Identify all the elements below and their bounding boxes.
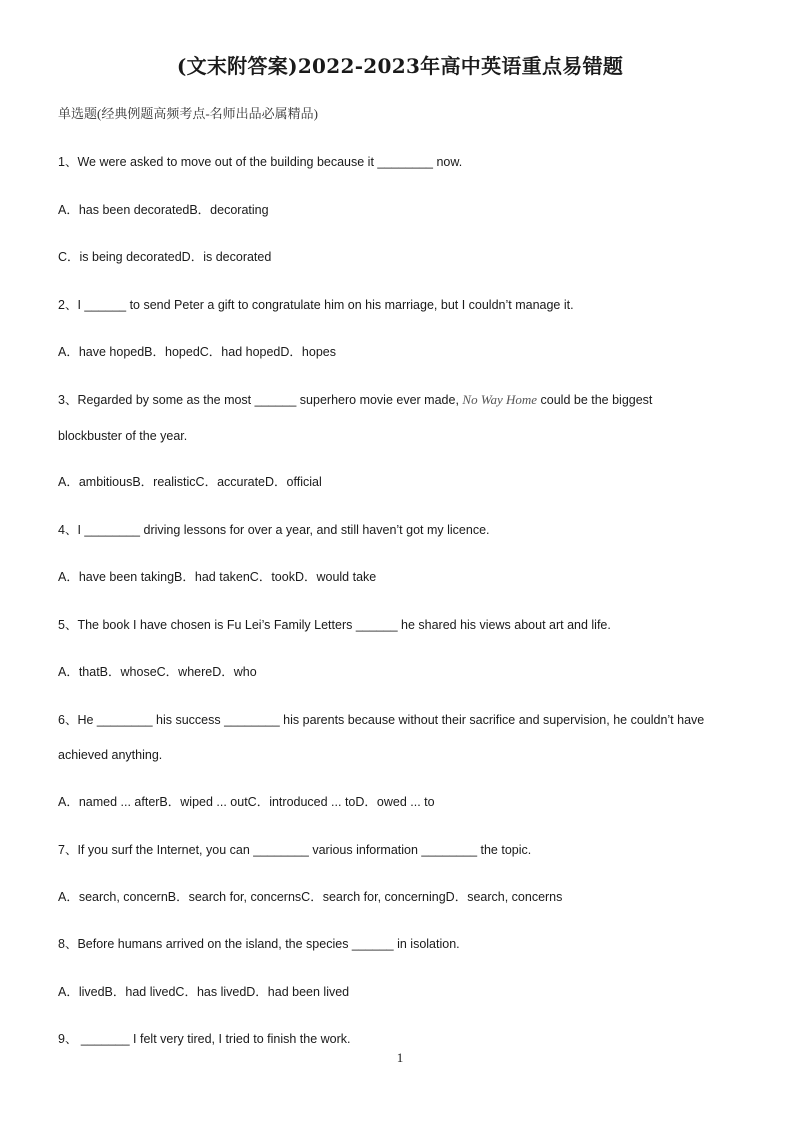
- question-3-continuation: blockbuster of the year.: [58, 429, 188, 443]
- question-5-options: A．thatB．whoseC．whereD．who: [58, 665, 257, 679]
- question-3-options: A．ambitiousB．realisticC．accurateD．official: [58, 475, 322, 489]
- question-1-options-ab: A．has been decoratedB．decorating: [58, 203, 269, 217]
- question-9: 9、 _______ I felt very tired, I tried to finish the work.: [58, 1032, 351, 1046]
- movie-title: No Way Home: [462, 392, 538, 407]
- question-6: 6、He ________ his success ________ his parents because without their sacrifice and supervision, he couldn’t have: [58, 713, 705, 727]
- question-3-text: 3、Regarded by some as the most ______ superhero movie ever made,: [58, 393, 459, 407]
- question-5: 5、The book I have chosen is Fu Lei’s Family Letters ______ he shared his views about art and life.: [58, 618, 611, 632]
- question-1: 1、We were asked to move out of the building because it ________ now.: [58, 155, 463, 169]
- question-8-options: A．livedB．had livedC．has livedD．had been lived: [58, 985, 350, 999]
- page-number: 1: [396, 1050, 404, 1065]
- question-7-options: A．search, concernB．search for, concernsC．search for, concerningD．search, concerns: [58, 890, 563, 904]
- question-3-tail: could be the biggest: [540, 393, 653, 407]
- question-4: 4、I ________ driving lessons for over a year, and still haven’t got my licence.: [58, 523, 490, 537]
- page-title: (文末附答案)2022-2023年高中英语重点易错题: [176, 54, 624, 78]
- section-heading: 单选题(经典例题高频考点-名师出品必属精品): [58, 106, 318, 121]
- question-6-continuation: achieved anything.: [58, 748, 163, 762]
- question-2: 2、I ______ to send Peter a gift to congratulate him on his marriage, but I couldn’t manage it.: [58, 298, 574, 312]
- question-2-options: A．have hopedB．hopedC．had hopedD．hopes: [58, 345, 336, 359]
- question-1-options-cd: C．is being decoratedD．is decorated: [58, 250, 272, 264]
- question-3: [58, 392, 652, 408]
- question-7: 7、If you surf the Internet, you can ________ various information ________ the topic.: [58, 843, 532, 857]
- question-8: 8、Before humans arrived on the island, the species ______ in isolation.: [58, 937, 460, 951]
- question-4-options: A．have been takingB．had takenC．tookD．would take: [58, 570, 377, 584]
- question-6-options: A．named ... afterB．wiped ... outC．introduced ... toD．owed ... to: [58, 795, 435, 809]
